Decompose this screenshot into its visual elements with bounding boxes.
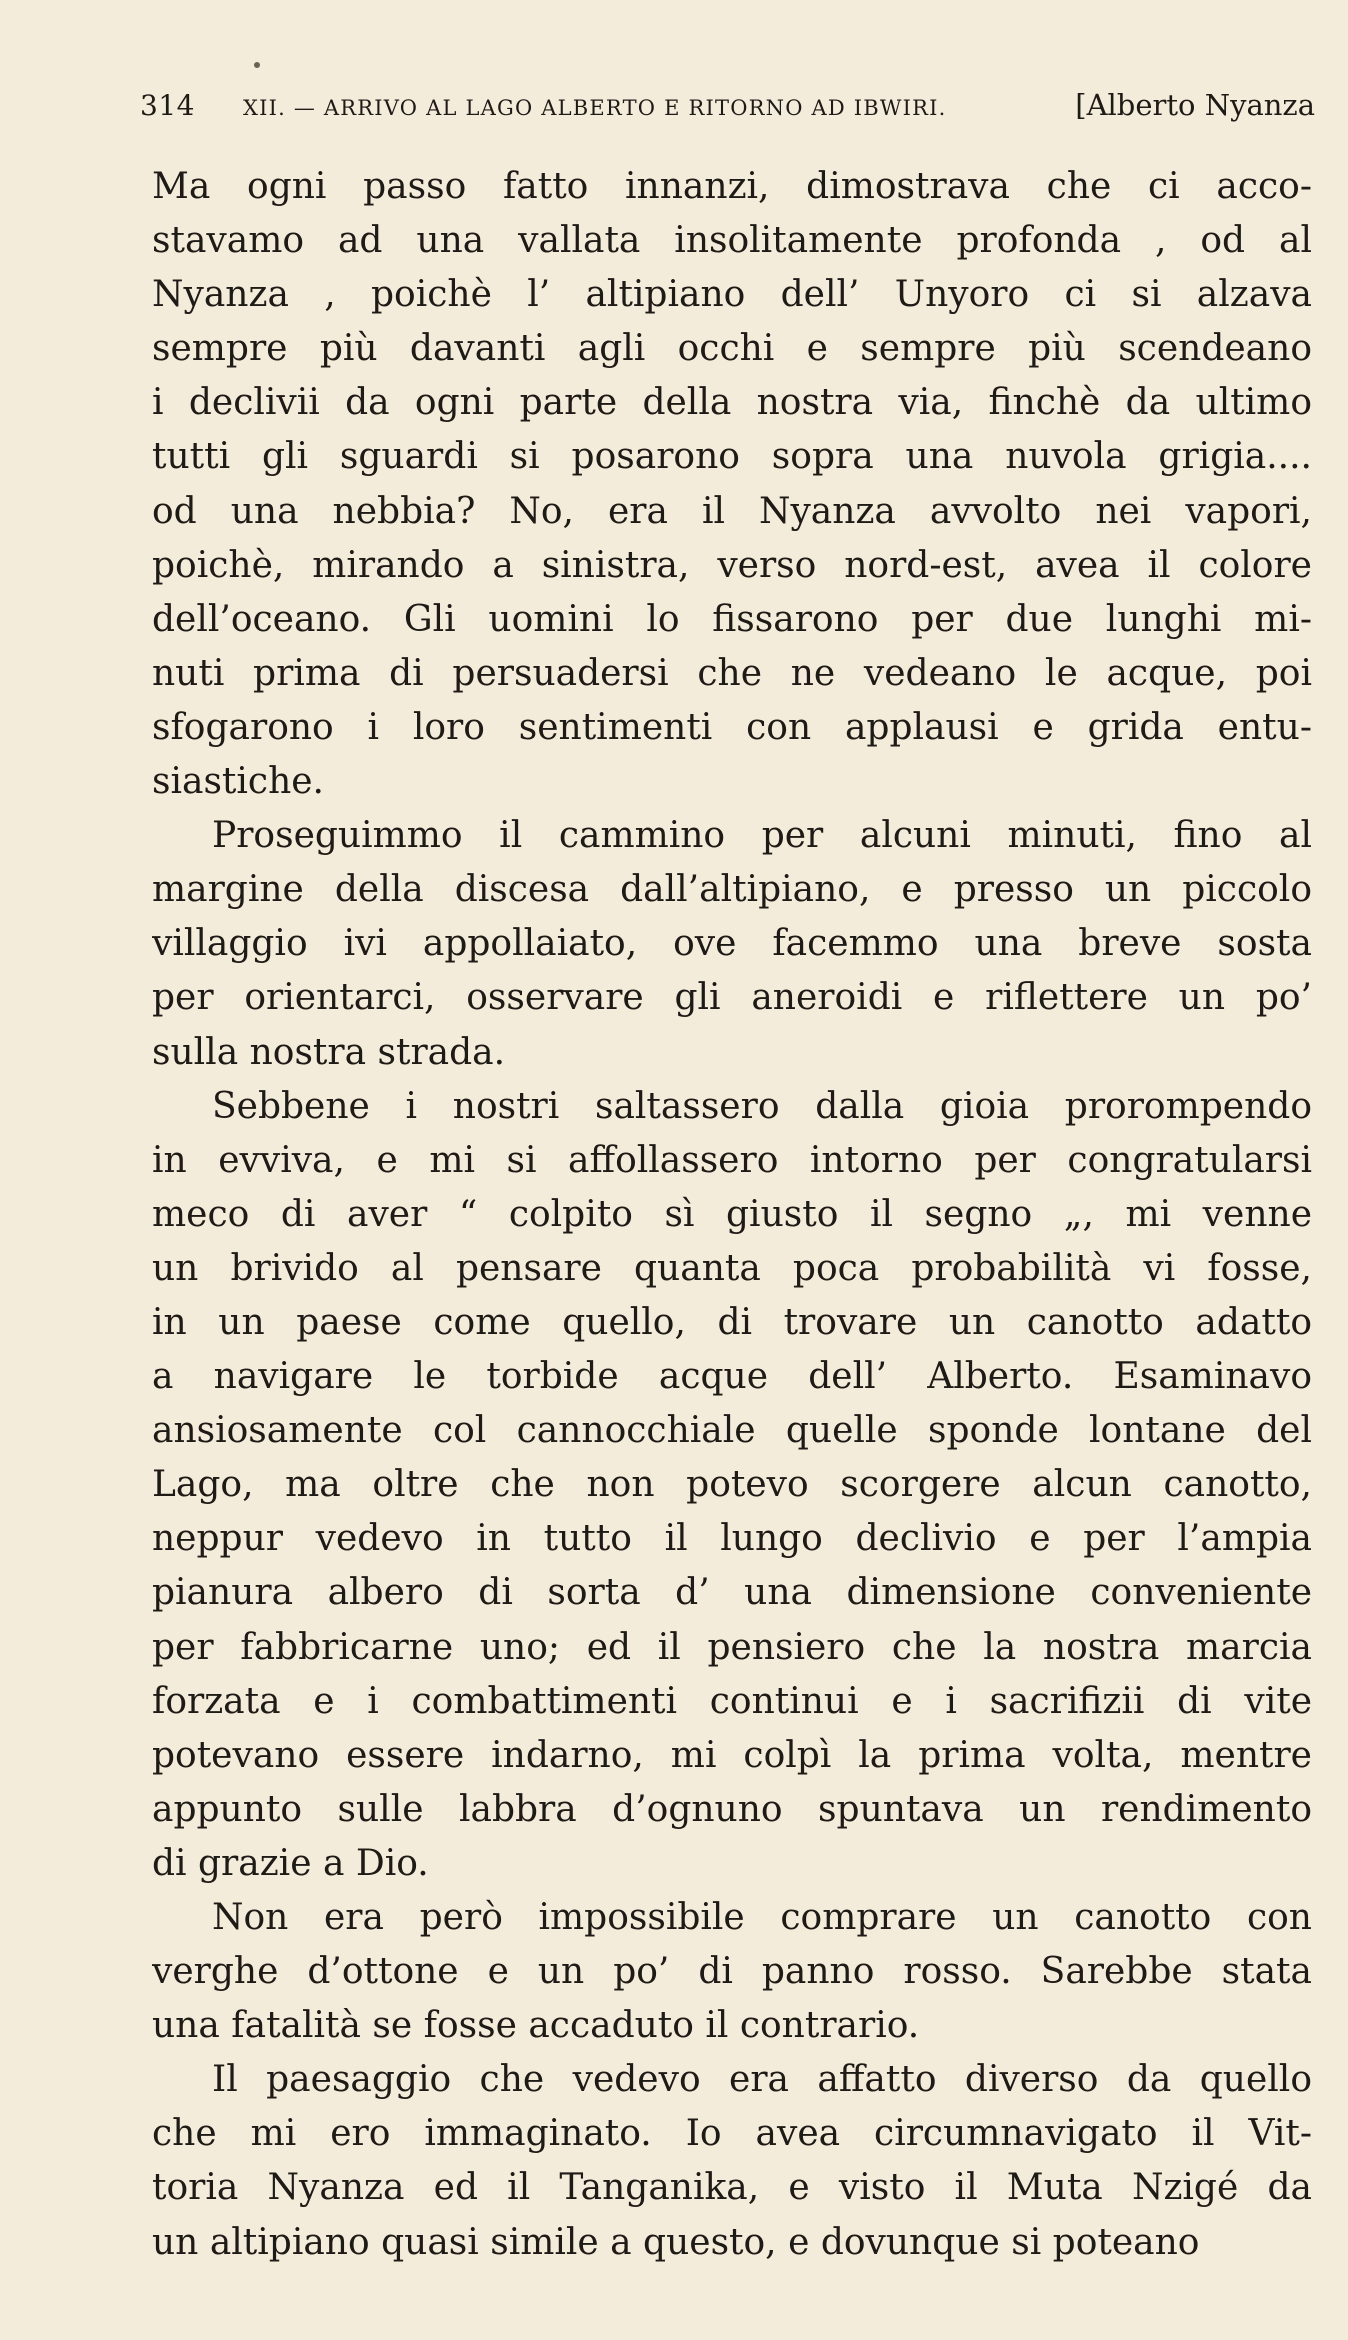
section-tag: [Alberto Nyanza bbox=[1075, 88, 1315, 122]
text-line: i declivii da ogni parte della nostra via, finchè da ultimo bbox=[152, 382, 1312, 424]
text-line: pianura albero di sorta d’ una dimensione conveniente bbox=[152, 1572, 1312, 1614]
text-line: meco di aver “ colpito sì giusto il segno „, mi venne bbox=[152, 1193, 1312, 1235]
text-line: sempre più davanti agli occhi e sempre più scendeano bbox=[152, 328, 1312, 370]
text-line: un brivido al pensare quanta poca probabilità vi fosse, bbox=[152, 1247, 1312, 1289]
text-line: toria Nyanza ed il Tanganika, e visto il Muta Nzigé da bbox=[152, 2167, 1312, 2209]
text-line: in evviva, e mi si affollassero intorno per congratularsi bbox=[152, 1139, 1312, 1181]
text-line: siastiche. bbox=[152, 761, 325, 803]
text-line: Lago, ma oltre che non potevo scorgere alcun canotto, bbox=[152, 1464, 1312, 1506]
text-line: che mi ero immaginato. Io avea circumnavigato il Vit- bbox=[152, 2113, 1312, 2155]
text-line: neppur vedevo in tutto il lungo declivio e per l’ampia bbox=[152, 1518, 1312, 1560]
text-line: verghe d’ottone e un po’ di panno rosso. Sarebbe stata bbox=[152, 1951, 1312, 1993]
running-header bbox=[140, 88, 1315, 134]
text-line: Proseguimmo il cammino per alcuni minuti, fino al bbox=[212, 815, 1312, 857]
text-line: sfogarono i loro sentimenti con applausi e grida entu- bbox=[152, 706, 1312, 748]
text-line: sulla nostra strada. bbox=[152, 1031, 506, 1073]
text-line: ansiosamente col cannocchiale quelle sponde lontane del bbox=[152, 1410, 1312, 1452]
paragraph bbox=[152, 2053, 1312, 2269]
text-line: poichè, mirando a sinistra, verso nord-est, avea il colore bbox=[152, 544, 1312, 586]
text-line: potevano essere indarno, mi colpì la prima volta, mentre bbox=[152, 1734, 1312, 1776]
text-line: dell’oceano. Gli uomini lo fissarono per due lunghi mi- bbox=[152, 598, 1312, 640]
page-number: 314 bbox=[140, 89, 195, 122]
text-line: Nyanza , poichè l’ altipiano dell’ Unyoro ci si alzava bbox=[152, 274, 1312, 316]
running-title: XII. — ARRIVO AL LAGO ALBERTO E RITORNO AD IBWIRI. bbox=[242, 96, 947, 120]
text-line: Non era però impossibile comprare un canotto con bbox=[212, 1897, 1312, 1938]
text-line: nuti prima di persuadersi che ne vedeano le acque, poi bbox=[152, 652, 1312, 694]
paragraph bbox=[152, 160, 1312, 809]
text-line: Sebbene i nostri saltassero dalla gioia prorompendo bbox=[212, 1085, 1312, 1127]
text-line: forzata e i combattimenti continui e i sacrifizii di vite bbox=[152, 1680, 1312, 1722]
print-speck bbox=[254, 62, 260, 68]
text-line: per orientarci, osservare gli aneroidi e riflettere un po’ bbox=[152, 977, 1312, 1019]
text-line: od una nebbia? No, era il Nyanza avvolto nei vapori, bbox=[152, 490, 1312, 532]
paragraph bbox=[152, 809, 1312, 1079]
text-line: per fabbricarne uno; ed il pensiero che la nostra marcia bbox=[152, 1626, 1312, 1668]
text-line: tutti gli sguardi si posarono sopra una nuvola grigia.... bbox=[152, 436, 1312, 478]
text-line: a navigare le torbide acque dell’ Alberto. Esaminavo bbox=[152, 1356, 1312, 1398]
text-line: un altipiano quasi simile a questo, e dovunque si poteano bbox=[152, 2221, 1200, 2263]
body-text bbox=[152, 160, 1312, 2270]
text-line: Ma ogni passo fatto innanzi, dimostrava che ci acco- bbox=[152, 166, 1312, 207]
text-line: di grazie a Dio. bbox=[152, 1842, 429, 1884]
text-line: in un paese come quello, di trovare un canotto adatto bbox=[152, 1301, 1312, 1343]
text-line: appunto sulle labbra d’ognuno spuntava un rendimento bbox=[152, 1788, 1312, 1830]
text-line: una fatalità se fosse accaduto il contrario. bbox=[152, 2005, 920, 2047]
paragraph bbox=[152, 1891, 1312, 2053]
paragraph bbox=[152, 1080, 1312, 1891]
text-line: Il paesaggio che vedevo era affatto diverso da quello bbox=[212, 2059, 1312, 2101]
text-line: villaggio ivi appollaiato, ove facemmo una breve sosta bbox=[152, 923, 1312, 965]
text-line: margine della discesa dall’altipiano, e presso un piccolo bbox=[152, 869, 1312, 911]
text-line: stavamo ad una vallata insolitamente profonda , od al bbox=[152, 220, 1312, 262]
